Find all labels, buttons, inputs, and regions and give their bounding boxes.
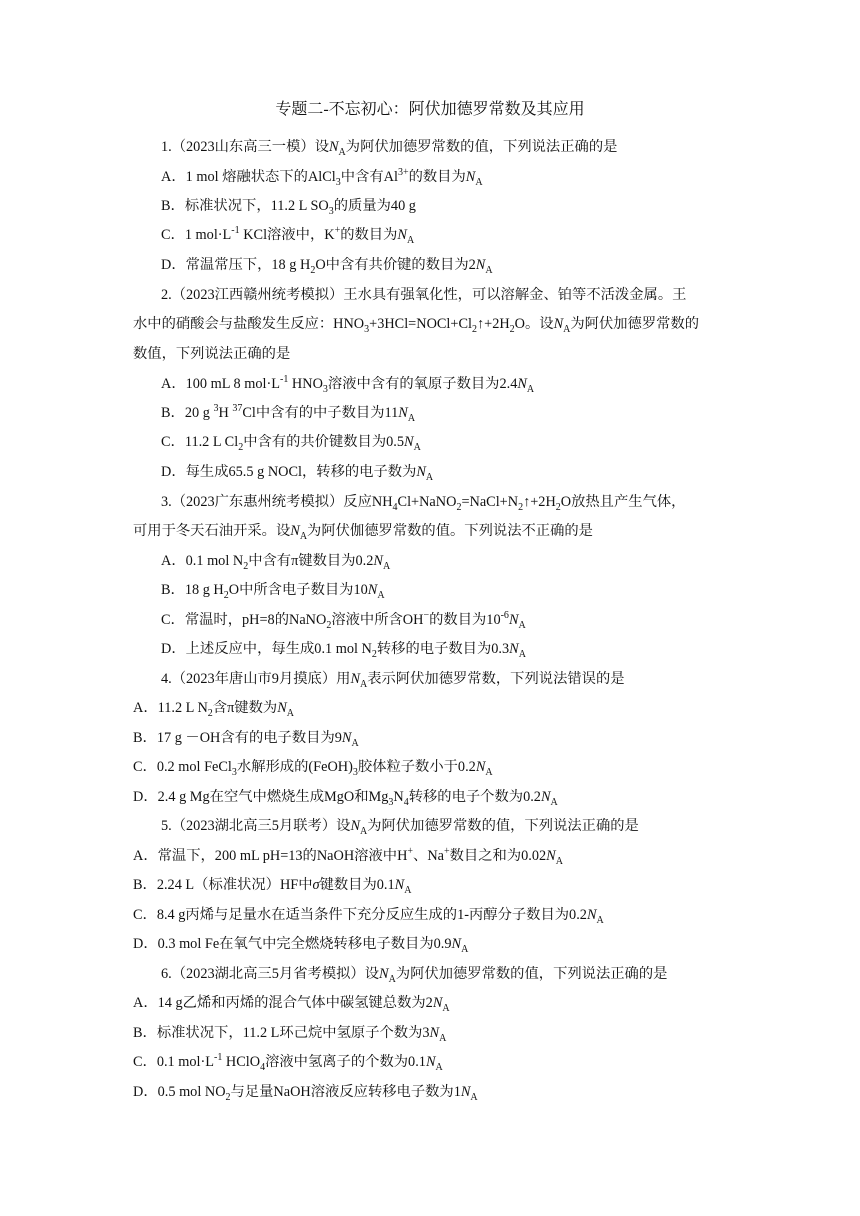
question-2-option-b: B．20 g $^3$H $^{37}$Cl中含有的中子数目为$11N_A$ (161, 403, 416, 424)
question-2-stem-line-3: 数值，下列说法正确的是 (133, 346, 291, 362)
question-4-option-d: D．2.4 g Mg在空气中燃烧生成MgO和$Mg_3N_4$转移的电子个数为$0.2N_A$ (133, 789, 558, 808)
question-1-option-a: A．1 mol 熔融状态下的AlCl$_3$中含有$Al^{3+}$的数目为$N_A$ (161, 167, 483, 188)
question-2-option-c: C．11.2 L $Cl_2$中含有的共价键数目为$0.5N_A$ (161, 434, 421, 453)
question-3-stem-line-1: 3.（2023广东惠州统考模拟）反应$NH_4Cl+NaNO_2=NaCl+N_2↑+2H_2O$放热且产生气体， (161, 494, 686, 513)
question-5-option-b: B．2.24 L（标准状况）HF中σ键数目为$0.1N_A$ (133, 877, 412, 896)
question-6-option-c: C．0.1 $mol\cdot L^{-1}$ HClO$_4$溶液中氢离子的个数为$0.1N_A$ (133, 1052, 443, 1073)
question-3-stem-line-2: 可用于冬天石油开采。设$N_A$为阿伏伽德罗常数的值。下列说法不正确的是 (133, 523, 593, 542)
question-2-option-d: D．每生成65.5 g NOCl，转移的电子数为$N_A$ (161, 464, 434, 483)
question-5-option-d: D．0.3 mol Fe在氧气中完全燃烧转移电子数目为$0.9N_A$ (133, 936, 469, 955)
page-title: 专题二-不忘初心：阿伏加德罗常数及其应用 (275, 101, 585, 118)
question-3-option-c: C．常温时，pH=8的NaNO$_2$溶液中所含OH−的数目为$10^{-6}N_A$ (161, 610, 526, 631)
question-1-option-c: C．1 $mol\cdot L^{-1}$ KCl溶液中，K+的数目为$N_A$ (161, 225, 415, 246)
question-4-option-a: A．11.2 L $N_2$含π键数为$N_A$ (133, 700, 294, 719)
question-3-option-d: D．上述反应中，每生成0.1 mol $N_2$转移的电子数目为$0.3N_A$ (161, 641, 526, 660)
question-1-option-b: B．标准状况下，11.2 L $SO_3$的质量为40 g (161, 198, 416, 217)
question-1-stem: 1.（2023山东高三一模）设$N_A$为阿伏加德罗常数的值，下列说法正确的是 (161, 139, 618, 158)
question-5-option-c: C．8.4 g丙烯与足量水在适当条件下充分反应生成的1-丙醇分子数目为$0.2N_A$ (133, 907, 604, 926)
question-2-stem-line-1: 2.（2023江西赣州统考模拟）王水具有强氧化性，可以溶解金、铂等不活泼金属。王 (161, 287, 687, 303)
question-6-stem: 6.（2023湖北高三5月省考模拟）设$N_A$为阿伏加德罗常数的值，下列说法正确的是 (161, 966, 668, 985)
question-6-option-d: D．0.5 mol $NO_2$与足量NaOH溶液反应转移电子数为$1N_A$ (133, 1084, 478, 1103)
question-3-option-a: A．0.1 mol $N_2$中含有π键数目为$0.2N_A$ (161, 553, 391, 572)
question-4-option-c: C．0.2 mol FeCl$_3$水解形成的$(FeOH)_3$胶体粒子数小于$0.2N_A$ (133, 759, 493, 778)
question-2-option-a: A．100 mL 8 $mol\cdot L^{-1}$ $HNO_3$溶液中含有的氧原子数目为$2.4N_A$ (161, 374, 535, 395)
question-4-stem: 4.（2023年唐山市9月摸底）用$N_A$表示阿伏加德罗常数，下列说法错误的是 (161, 671, 625, 690)
question-1-option-d: D．常温常压下，18 g $H_2O$中含有共价键的数目为$2N_A$ (161, 257, 493, 276)
question-5-stem: 5.（2023湖北高三5月联考）设$N_A$为阿伏加德罗常数的值，下列说法正确的是 (161, 818, 639, 837)
question-6-option-b: B．标准状况下，11.2 L环己烷中氢原子个数为$3N_A$ (133, 1025, 447, 1044)
question-5-option-a: A．常温下，200 mL pH=13的NaOH溶液中H+、Na+数目之和为$0.02N_A$ (133, 846, 563, 867)
question-2-stem-line-2: 水中的硝酸会与盐酸发生反应：$HNO_3+3HCl=NOCl+Cl_2↑+2H_2O$。设$N_A$为阿伏加德罗常数的 (133, 316, 700, 335)
question-4-option-b: B．17 g －OH含有的电子数目为$9N_A$ (133, 730, 359, 749)
question-3-option-b: B．18 g $H_2O$中所含电子数目为$10N_A$ (161, 582, 385, 601)
question-6-option-a: A．14 g乙烯和丙烯的混合气体中碳氢键总数为$2N_A$ (133, 995, 450, 1014)
